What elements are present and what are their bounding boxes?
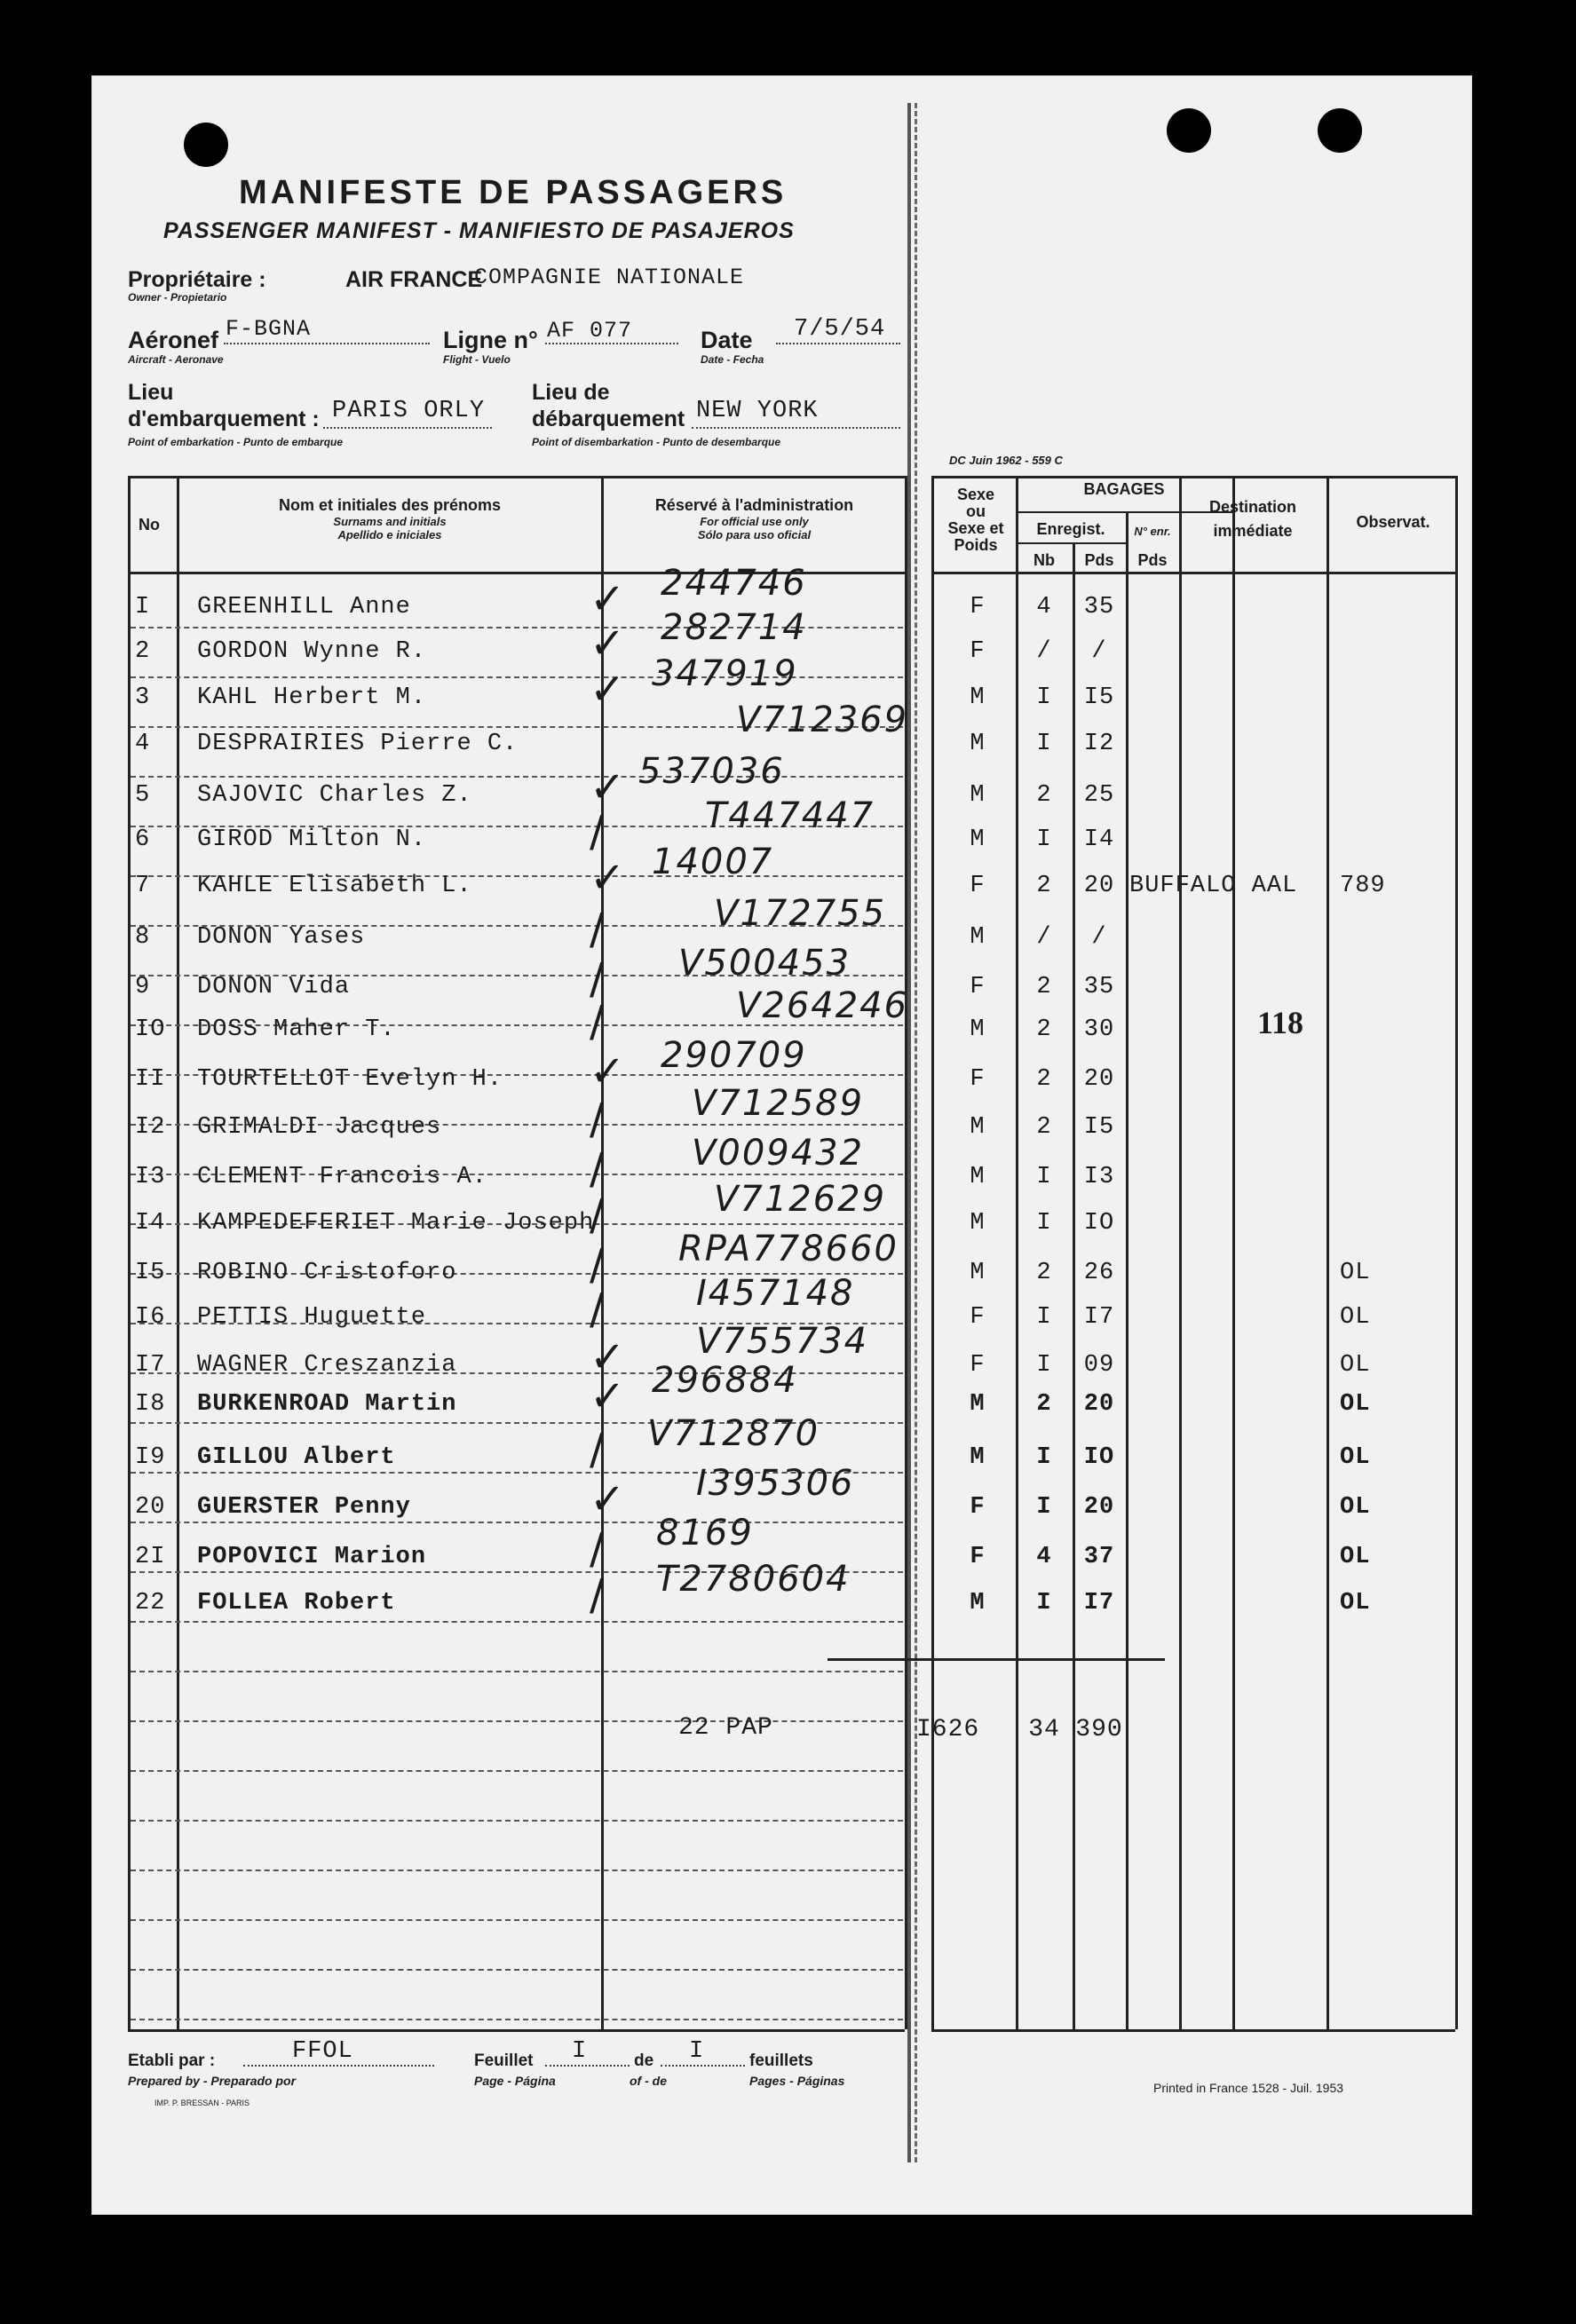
row-number: 2	[135, 638, 151, 665]
bag-count: I	[1036, 1494, 1052, 1521]
sex-value: M	[970, 782, 986, 809]
bag-weight: 09	[1083, 1352, 1115, 1379]
col-sex-1: Sexe	[956, 486, 995, 503]
aircraft-value: F-BGNA	[226, 316, 312, 342]
emb-label-1: Lieu	[128, 380, 174, 405]
owner-label: Propriétaire :	[128, 267, 266, 292]
bag-count: I	[1036, 1304, 1052, 1331]
table-top-rule	[931, 476, 1455, 478]
enregist-rule	[1016, 542, 1126, 544]
total-bag-weight: 390	[1075, 1716, 1123, 1743]
admin-check-mark: ✓	[590, 763, 626, 812]
admin-number: 347919	[652, 653, 798, 694]
passenger-name: GILLOU Albert	[197, 1444, 396, 1471]
sex-value: F	[970, 1304, 986, 1331]
row-number: I5	[135, 1260, 166, 1286]
col-admin-en: For official use only	[700, 515, 809, 528]
row-rule	[131, 1969, 903, 1971]
bag-count: 2	[1036, 974, 1052, 1000]
destination-annotation: 118	[1257, 1005, 1304, 1040]
col-admin: Réservé à l'administration	[654, 496, 854, 514]
bag-weight: 35	[1083, 594, 1115, 621]
bag-weight: 25	[1083, 782, 1115, 809]
passenger-name: KAMPEDEFERIET Marie Joseph	[197, 1210, 595, 1237]
printed-in-france: Printed in France 1528 - Juil. 1953	[1153, 2081, 1344, 2095]
bag-count: I	[1036, 1164, 1052, 1190]
observation: OL	[1340, 1544, 1371, 1570]
sex-value: M	[970, 1590, 986, 1617]
admin-check-mark: /	[590, 807, 605, 857]
bag-weight: 20	[1083, 1391, 1115, 1418]
observation: OL	[1340, 1391, 1371, 1418]
passenger-name: KAHL Herbert M.	[197, 684, 427, 711]
sex-value: M	[970, 826, 986, 853]
sex-value: M	[970, 1260, 986, 1286]
passenger-name: POPOVICI Marion	[197, 1544, 427, 1570]
column-rule	[1232, 476, 1235, 2029]
row-rule	[131, 1770, 903, 1772]
sex-value: M	[970, 924, 986, 951]
admin-number: 282714	[661, 607, 807, 648]
of-label: de	[634, 2051, 654, 2070]
observation: OL	[1340, 1304, 1371, 1331]
bag-count: 2	[1036, 782, 1052, 809]
row-number: IO	[135, 1016, 166, 1043]
row-number: 8	[135, 924, 151, 951]
observation: OL	[1340, 1444, 1371, 1471]
binding-line	[907, 103, 911, 2162]
col-sex-4: Poids	[954, 536, 998, 554]
row-number: I3	[135, 1164, 166, 1190]
table-bottom-rule	[128, 2029, 905, 2032]
date-label: Date	[701, 327, 753, 353]
admin-check-mark: ✓	[590, 853, 626, 903]
bag-count: I	[1036, 1352, 1052, 1379]
bag-weight: I7	[1083, 1304, 1115, 1331]
bag-weight: /	[1091, 638, 1107, 665]
admin-check-mark: /	[590, 905, 605, 954]
pages-label: feuillets	[749, 2051, 813, 2070]
bag-weight: 20	[1083, 1066, 1115, 1093]
admin-number: V009432	[692, 1133, 865, 1174]
header-bottom-rule	[931, 572, 1455, 574]
admin-number: 537036	[638, 751, 785, 792]
emb-label-en: Point of embarkation - Punto de embarque	[128, 436, 344, 448]
deb-label-en: Point of disembarkation - Punto de desembarque	[532, 436, 781, 448]
observation: OL	[1340, 1260, 1371, 1286]
passenger-name: KAHLE Elisabeth L.	[197, 873, 472, 899]
admin-number: T2780604	[656, 1559, 851, 1600]
bag-count: /	[1036, 638, 1052, 665]
col-nonenr: N° enr.	[1134, 525, 1171, 538]
owner-label-en: Owner - Propietario	[128, 291, 227, 304]
row-number: 7	[135, 873, 151, 899]
passenger-name: PETTIS Huguette	[197, 1304, 427, 1331]
total-bag-count: 34	[1028, 1716, 1060, 1743]
bag-count: /	[1036, 924, 1052, 951]
sex-value: M	[970, 1391, 986, 1418]
total-weight: I626	[916, 1716, 980, 1743]
bag-weight: 20	[1083, 873, 1115, 899]
form-title: MANIFESTE DE PASSAGERS	[239, 174, 788, 211]
admin-number: V712369	[736, 700, 909, 740]
observation: OL	[1340, 1590, 1371, 1617]
sex-value: M	[970, 1016, 986, 1043]
bag-count: 2	[1036, 1260, 1052, 1286]
col-name-en: Surnams and initials	[333, 515, 447, 528]
flight-label: Ligne n°	[443, 327, 538, 353]
col-pds2: Pds	[1137, 551, 1168, 569]
admin-number: 290709	[661, 1035, 807, 1076]
admin-check-mark: ✓	[590, 574, 626, 624]
bag-count: I	[1036, 684, 1052, 711]
col-no: No	[139, 516, 160, 534]
sex-value: F	[970, 638, 986, 665]
passenger-name: TOURTELLOT Evelyn H.	[197, 1066, 503, 1093]
col-sex-2: ou	[966, 502, 986, 520]
sex-value: F	[970, 594, 986, 621]
admin-check-mark: /	[590, 1425, 605, 1474]
row-number: 20	[135, 1494, 166, 1521]
bag-weight: I5	[1083, 684, 1115, 711]
row-number: I2	[135, 1114, 166, 1141]
admin-number: 14007	[652, 842, 774, 882]
sex-value: F	[970, 1352, 986, 1379]
col-dest-1: Destination	[1208, 498, 1296, 516]
prepared-by-label-en: Prepared by - Preparado por	[128, 2074, 297, 2088]
admin-check-mark: /	[590, 1095, 605, 1144]
sex-value: M	[970, 1210, 986, 1237]
row-number: 6	[135, 826, 151, 853]
col-pds: Pds	[1084, 551, 1114, 569]
admin-number: V755734	[696, 1321, 869, 1362]
bag-count: I	[1036, 1444, 1052, 1471]
bag-weight: 30	[1083, 1016, 1115, 1043]
admin-number: I457148	[696, 1273, 855, 1314]
sex-value: M	[970, 684, 986, 711]
col-dest-2: immédiate	[1213, 522, 1293, 540]
row-number: I	[135, 594, 151, 621]
passenger-name: DONON Yases	[197, 924, 366, 951]
row-rule	[131, 1720, 903, 1722]
col-sex-3: Sexe et	[947, 519, 1004, 537]
flight-value: AF 077	[547, 318, 633, 344]
row-number: 5	[135, 782, 151, 809]
bag-weight: I7	[1083, 1590, 1115, 1617]
col-observ: Observat.	[1356, 513, 1430, 531]
owner-value: AIR FRANCE	[345, 267, 483, 292]
admin-check-mark: /	[590, 997, 605, 1047]
passenger-name: WAGNER Creszanzia	[197, 1352, 457, 1379]
row-number: 4	[135, 731, 151, 757]
column-rule	[177, 476, 179, 2029]
admin-check-mark: /	[590, 1524, 605, 1574]
row-number: 3	[135, 684, 151, 711]
page-label-en: Page - Página	[474, 2074, 556, 2088]
printer-credit: IMP. P. BRESSAN - PARIS	[154, 2099, 250, 2107]
admin-number: V712589	[692, 1083, 865, 1124]
column-rule	[128, 476, 131, 2029]
bag-weight: IO	[1083, 1444, 1115, 1471]
admin-check-mark: ✓	[590, 1371, 626, 1421]
column-rule	[1455, 476, 1458, 2029]
admin-check-mark: ✓	[590, 619, 626, 668]
row-rule	[131, 1522, 903, 1523]
col-nb: Nb	[1034, 551, 1055, 569]
col-enregist: Enregist.	[1036, 520, 1105, 538]
sex-value: F	[970, 873, 986, 899]
passenger-name: ROBINO Cristoforo	[197, 1260, 457, 1286]
admin-number: I395306	[696, 1463, 855, 1504]
aircraft-label-en: Aircraft - Aeronave	[128, 353, 224, 366]
admin-number: 296884	[652, 1360, 798, 1401]
admin-number: 8169	[656, 1513, 754, 1553]
manifest-sheet	[91, 75, 1472, 2215]
row-number: II	[135, 1066, 166, 1093]
row-number: I6	[135, 1304, 166, 1331]
row-rule	[131, 1621, 903, 1623]
row-rule	[131, 776, 903, 778]
form-subtitle: PASSENGER MANIFEST - MANIFIESTO DE PASAJEROS	[163, 218, 795, 243]
sex-value: F	[970, 1066, 986, 1093]
bag-count: I	[1036, 731, 1052, 757]
observation: OL	[1340, 1352, 1371, 1379]
admin-check-mark: ✓	[590, 1047, 626, 1096]
admin-number: V712870	[647, 1413, 820, 1454]
deb-value: NEW YORK	[696, 398, 819, 424]
total-rule	[828, 1658, 1165, 1661]
table-bottom-rule	[931, 2029, 1455, 2032]
bag-count: 2	[1036, 873, 1052, 899]
prepared-by-value: FFOL	[292, 2038, 353, 2065]
col-name: Nom et initiales des prénoms	[278, 496, 502, 514]
flight-label-en: Flight - Vuelo	[443, 353, 511, 366]
bag-count: I	[1036, 1210, 1052, 1237]
bag-count: I	[1036, 826, 1052, 853]
passenger-name: GUERSTER Penny	[197, 1494, 411, 1521]
col-name-es: Apellido e iniciales	[337, 528, 442, 541]
date-label-en: Date - Fecha	[701, 353, 764, 366]
column-rule	[1327, 476, 1329, 2029]
sex-value: F	[970, 974, 986, 1000]
row-rule	[131, 2019, 903, 2020]
row-rule	[131, 1820, 903, 1822]
bag-weight: 20	[1083, 1494, 1115, 1521]
col-admin-es: Sólo para uso oficial	[697, 528, 812, 541]
admin-check-mark: /	[590, 1240, 605, 1290]
total-passengers: 22 PAP	[678, 1714, 773, 1742]
row-number: I7	[135, 1352, 166, 1379]
bag-weight: IO	[1083, 1210, 1115, 1237]
sex-value: M	[970, 1444, 986, 1471]
admin-check-mark: /	[590, 954, 605, 1004]
passenger-name: BURKENROAD Martin	[197, 1391, 457, 1418]
admin-number: V172755	[714, 893, 887, 934]
row-number: 2I	[135, 1544, 166, 1570]
admin-number: 244746	[661, 563, 807, 604]
punch-hole	[1318, 108, 1362, 153]
passenger-name: GREENHILL Anne	[197, 594, 411, 621]
passenger-name: SAJOVIC Charles Z.	[197, 782, 472, 809]
observation: 789	[1340, 873, 1386, 899]
emb-value: PARIS ORLY	[332, 398, 486, 424]
sex-value: F	[970, 1494, 986, 1521]
bag-count: 4	[1036, 1544, 1052, 1570]
row-number: I4	[135, 1210, 166, 1237]
bag-count: 4	[1036, 594, 1052, 621]
observation: OL	[1340, 1494, 1371, 1521]
bag-count: I	[1036, 1590, 1052, 1617]
sex-value: M	[970, 1114, 986, 1141]
prepared-by-label: Etabli par :	[128, 2051, 216, 2070]
admin-check-mark: /	[590, 1144, 605, 1194]
pages-label-en: Pages - Páginas	[749, 2074, 845, 2088]
row-number: I9	[135, 1444, 166, 1471]
sex-value: M	[970, 731, 986, 757]
admin-number: T447447	[705, 795, 875, 836]
passenger-name: GRIMALDI Jacques	[197, 1114, 442, 1141]
destination: BUFFALO AAL	[1129, 873, 1298, 899]
column-rule	[1126, 511, 1129, 2029]
col-bagages: BAGAGES	[1083, 480, 1165, 498]
form-code: DC Juin 1962 - 559 C	[949, 454, 1063, 467]
sex-value: F	[970, 1544, 986, 1570]
admin-check-mark: ✓	[590, 665, 626, 715]
row-number: 9	[135, 974, 151, 1000]
aircraft-label: Aéronef	[128, 327, 219, 353]
admin-check-mark: /	[590, 1285, 605, 1334]
bag-count: 2	[1036, 1391, 1052, 1418]
sex-value: M	[970, 1164, 986, 1190]
bag-weight: 26	[1083, 1260, 1115, 1286]
bag-weight: 37	[1083, 1544, 1115, 1570]
of-label-en: of - de	[630, 2074, 667, 2088]
admin-check-mark: /	[590, 1190, 605, 1240]
emb-label-2: d'embarquement :	[128, 407, 320, 431]
deb-label-2: débarquement	[532, 407, 685, 431]
column-rule	[931, 476, 934, 2029]
page-label: Feuillet	[474, 2051, 534, 2070]
bag-weight: 35	[1083, 974, 1115, 1000]
row-number: I8	[135, 1391, 166, 1418]
bag-count: 2	[1036, 1066, 1052, 1093]
page-value: I	[572, 2038, 588, 2065]
punch-hole	[1167, 108, 1211, 153]
passenger-name: DOSS Maher T.	[197, 1016, 396, 1043]
passenger-name: DESPRAIRIES Pierre C.	[197, 731, 519, 757]
row-rule	[131, 1671, 903, 1672]
of-value: I	[689, 2038, 705, 2065]
passenger-name: GORDON Wynne R.	[197, 638, 427, 665]
admin-number: V264246	[736, 985, 909, 1026]
admin-number: V712629	[714, 1179, 887, 1220]
row-rule	[131, 1919, 903, 1921]
binding-perforation	[915, 103, 917, 2162]
column-rule	[1179, 476, 1182, 2029]
admin-check-mark: ✓	[590, 1474, 626, 1524]
admin-number: RPA778660	[678, 1229, 899, 1269]
date-value: 7/5/54	[794, 316, 886, 343]
passenger-name: FOLLEA Robert	[197, 1590, 396, 1617]
row-rule	[131, 1869, 903, 1871]
bag-weight: I4	[1083, 826, 1115, 853]
bag-count: 2	[1036, 1114, 1052, 1141]
deb-label-1: Lieu de	[532, 380, 610, 405]
bag-weight: /	[1091, 924, 1107, 951]
bag-weight: I2	[1083, 731, 1115, 757]
bag-weight: I5	[1083, 1114, 1115, 1141]
bag-weight: I3	[1083, 1164, 1115, 1190]
bag-count: 2	[1036, 1016, 1052, 1043]
row-number: 22	[135, 1590, 166, 1617]
passenger-name: DONON Vida	[197, 974, 351, 1000]
punch-hole	[184, 123, 228, 167]
admin-check-mark: /	[590, 1570, 605, 1620]
owner-extra: COMPAGNIE NATIONALE	[474, 265, 745, 290]
passenger-name: CLEMENT Francois A.	[197, 1164, 487, 1190]
admin-number: V500453	[678, 943, 851, 984]
table-top-rule	[128, 476, 905, 478]
admin-check-mark: ✓	[590, 1332, 626, 1382]
passenger-name: GIROD Milton N.	[197, 826, 427, 853]
